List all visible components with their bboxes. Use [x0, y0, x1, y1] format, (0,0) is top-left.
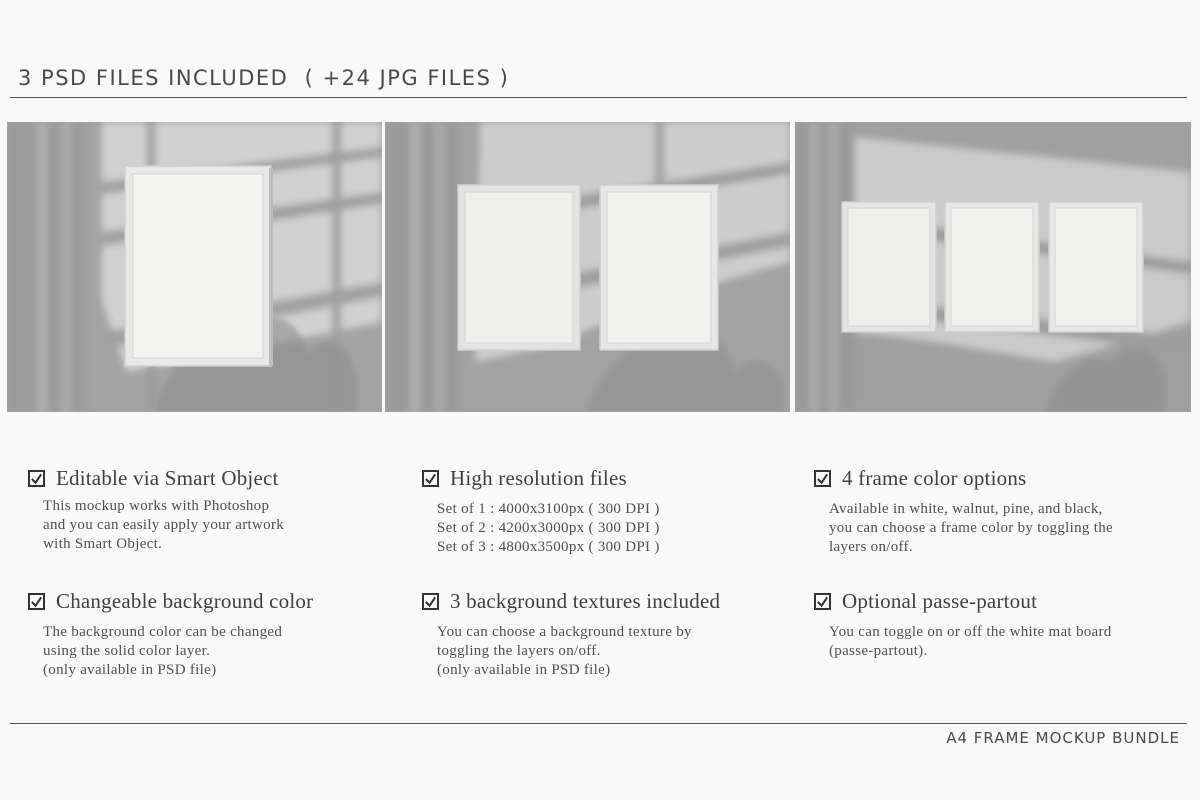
feature-background-color	[28, 589, 388, 680]
feature-desc-line: This mockup works with Photoshop	[43, 498, 270, 514]
checkbox-checked-icon	[422, 470, 439, 487]
feature-desc-line: toggling the layers on/off.	[437, 643, 601, 659]
feature-desc-line: (passe-partout).	[829, 643, 928, 659]
feature-title: Changeable background color	[56, 589, 314, 613]
feature-desc-line: layers on/off.	[829, 539, 913, 555]
feature-desc-line: You can toggle on or off the white mat board	[829, 624, 1112, 640]
feature-background-textures	[422, 589, 782, 680]
feature-title: Optional passe-partout	[842, 589, 1038, 613]
feature-desc-line: Set of 2 : 4200x3000px ( 300 DPI )	[437, 520, 660, 536]
feature-desc-line: (only available in PSD file)	[43, 662, 217, 678]
footer-divider	[10, 723, 1187, 724]
header-divider	[10, 97, 1187, 98]
feature-desc-line: The background color can be changed	[43, 624, 283, 640]
feature-desc-line: (only available in PSD file)	[437, 662, 611, 678]
feature-passe-partout	[814, 589, 1174, 661]
feature-desc-line: Available in white, walnut, pine, and black,	[829, 501, 1103, 517]
feature-desc-line: You can choose a background texture by	[437, 624, 692, 640]
feature-smart-object	[28, 466, 388, 554]
mockup-preview-three-frames	[795, 122, 1191, 412]
feature-desc-line: and you can easily apply your artwork	[43, 517, 285, 533]
feature-high-resolution	[422, 466, 782, 557]
footer-title: A4 FRAME MOCKUP BUNDLE	[946, 729, 1180, 747]
feature-title: 3 background textures included	[450, 589, 721, 613]
checkbox-checked-icon	[814, 470, 831, 487]
feature-desc-line: using the solid color layer.	[43, 643, 211, 659]
mockup-preview-two-frames	[385, 122, 790, 412]
checkbox-checked-icon	[28, 593, 45, 610]
feature-title: High resolution files	[450, 466, 627, 490]
feature-desc-line: you can choose a frame color by toggling the	[829, 520, 1113, 536]
feature-title: Editable via Smart Object	[56, 466, 279, 490]
checkbox-checked-icon	[814, 593, 831, 610]
feature-frame-colors	[814, 466, 1174, 557]
feature-desc-line: Set of 3 : 4800x3500px ( 300 DPI )	[437, 539, 660, 555]
feature-title: 4 frame color options	[842, 466, 1027, 490]
checkbox-checked-icon	[422, 593, 439, 610]
header-title: 3 PSD FILES INCLUDED ( +24 JPG FILES )	[18, 66, 510, 90]
mockup-preview-single-frame	[7, 122, 382, 412]
feature-desc-line: with Smart Object.	[43, 536, 163, 552]
feature-desc-line: Set of 1 : 4000x3100px ( 300 DPI )	[437, 501, 660, 517]
checkbox-checked-icon	[28, 470, 45, 487]
